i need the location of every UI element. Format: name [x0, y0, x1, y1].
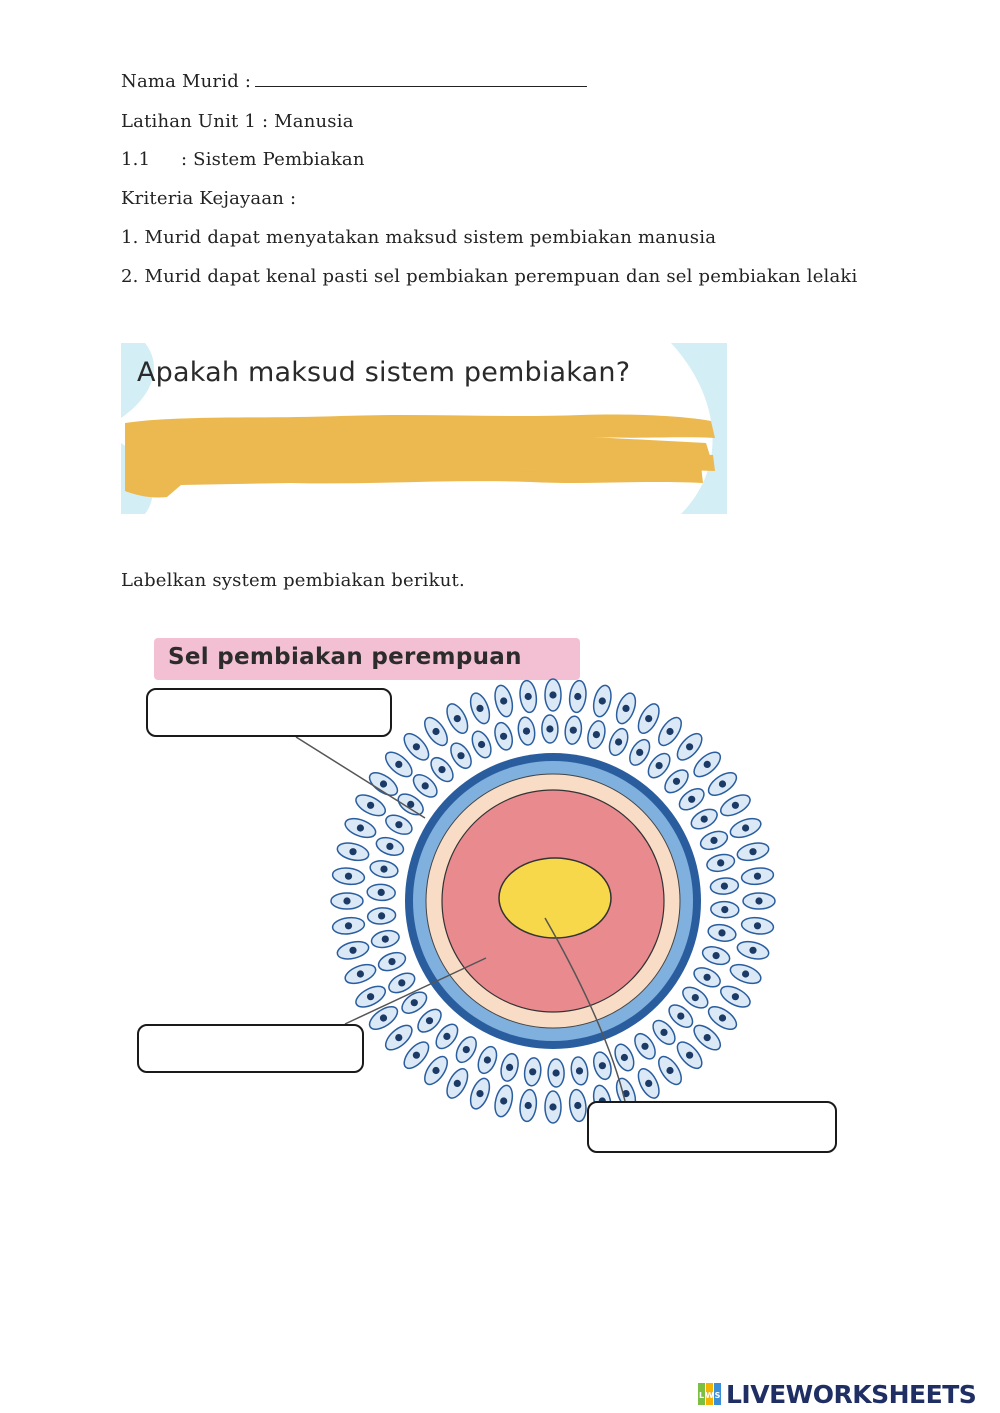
corona-cell-nucleus — [380, 780, 387, 787]
brand-footer — [697, 1380, 976, 1408]
corona-cell-nucleus — [615, 738, 622, 745]
corona-cell-nucleus — [749, 947, 756, 954]
corona-cell-nucleus — [754, 873, 761, 880]
corona-cell-nucleus — [656, 762, 663, 769]
corona-cell-nucleus — [570, 727, 577, 734]
corona-cell-nucleus — [636, 749, 643, 756]
corona-cell-nucleus — [380, 866, 387, 873]
corona-cell-nucleus — [500, 733, 507, 740]
corona-cell-nucleus — [622, 705, 629, 712]
corona-cell-nucleus — [645, 715, 652, 722]
corona-cell-nucleus — [754, 922, 761, 929]
nucleus — [499, 858, 611, 938]
corona-cell-nucleus — [382, 936, 389, 943]
logo-letter-s: S — [714, 1391, 721, 1400]
corona-cell-nucleus — [718, 929, 725, 936]
corona-cell-nucleus — [692, 994, 699, 1001]
corona-cell-nucleus — [749, 848, 756, 855]
corona-cell-nucleus — [438, 766, 445, 773]
corona-cell-nucleus — [395, 821, 402, 828]
corona-cell-nucleus — [701, 816, 708, 823]
criteria-item-1: 1. Murid dapat menyatakan maksud sistem pembiakan manusia — [121, 227, 717, 248]
corona-cell-nucleus — [549, 1103, 556, 1110]
corona-cell-nucleus — [666, 1067, 673, 1074]
corona-cell-nucleus — [463, 1046, 470, 1053]
label-input-3[interactable] — [589, 1103, 835, 1151]
corona-cell-nucleus — [411, 999, 418, 1006]
corona-cell-nucleus — [704, 974, 711, 981]
corona-cell-nucleus — [523, 728, 530, 735]
corona-cell-nucleus — [742, 970, 749, 977]
corona-cell-nucleus — [476, 705, 483, 712]
instruction-text: Labelkan system pembiakan berikut. — [121, 570, 465, 591]
corona-cell-nucleus — [357, 824, 364, 831]
corona-cell-nucleus — [599, 697, 606, 704]
corona-cell-nucleus — [476, 1090, 483, 1097]
corona-cell-nucleus — [388, 958, 395, 965]
label-input-2[interactable] — [139, 1026, 362, 1071]
corona-cell-nucleus — [432, 728, 439, 735]
section-number: 1.1 — [121, 149, 151, 170]
corona-cell-nucleus — [413, 1052, 420, 1059]
label-box-cytoplasm[interactable] — [137, 1024, 364, 1073]
label-box-nucleus[interactable] — [587, 1101, 837, 1153]
corona-cell-nucleus — [704, 761, 711, 768]
logo-letter-w: W — [705, 1391, 714, 1400]
corona-cell-nucleus — [710, 837, 717, 844]
corona-cell-nucleus — [732, 993, 739, 1000]
corona-cell-nucleus — [500, 1097, 507, 1104]
corona-cell-nucleus — [395, 761, 402, 768]
diagram-title-text: Sel pembiakan perempuan — [168, 644, 522, 670]
corona-cell-nucleus — [484, 1056, 491, 1063]
corona-cell-nucleus — [641, 1043, 648, 1050]
corona-cell-nucleus — [395, 1034, 402, 1041]
corona-cell-nucleus — [713, 952, 720, 959]
corona-cell-nucleus — [688, 796, 695, 803]
corona-cell-nucleus — [529, 1068, 536, 1075]
label-input-1[interactable] — [148, 690, 390, 735]
corona-cell-nucleus — [742, 824, 749, 831]
corona-cell-nucleus — [621, 1054, 628, 1061]
logo-letter-l: L — [698, 1391, 705, 1400]
corona-cell-nucleus — [721, 906, 728, 913]
corona-cell-nucleus — [704, 1034, 711, 1041]
corona-cell-nucleus — [593, 731, 600, 738]
corona-cell-nucleus — [422, 782, 429, 789]
corona-cell-nucleus — [349, 848, 356, 855]
corona-cell-nucleus — [686, 743, 693, 750]
student-name-label: Nama Murid : — [121, 71, 252, 92]
corona-cell-nucleus — [426, 1017, 433, 1024]
corona-cell-nucleus — [378, 889, 385, 896]
corona-cell-nucleus — [721, 883, 728, 890]
corona-cell-nucleus — [732, 802, 739, 809]
liveworksheets-logo-icon — [697, 1381, 723, 1407]
corona-cell-nucleus — [378, 912, 385, 919]
corona-cell-nucleus — [398, 979, 405, 986]
corona-cell-nucleus — [660, 1029, 667, 1036]
brand-name: LIVEWORKSHEETS — [726, 1379, 977, 1409]
corona-cell-nucleus — [717, 859, 724, 866]
corona-cell-nucleus — [443, 1033, 450, 1040]
corona-cell-nucleus — [349, 947, 356, 954]
corona-cell-nucleus — [367, 993, 374, 1000]
corona-cell-nucleus — [645, 1080, 652, 1087]
corona-cell-nucleus — [457, 752, 464, 759]
corona-cell-nucleus — [413, 743, 420, 750]
corona-cell-nucleus — [454, 715, 461, 722]
corona-cell-nucleus — [549, 691, 556, 698]
corona-cell-nucleus — [599, 1062, 606, 1069]
corona-cell-nucleus — [677, 1013, 684, 1020]
label-box-outer-layer[interactable] — [146, 688, 392, 737]
corona-cell-nucleus — [553, 1069, 560, 1076]
section-title: : Sistem Pembiakan — [181, 149, 365, 170]
corona-cell-nucleus — [666, 728, 673, 735]
corona-cell-nucleus — [500, 697, 507, 704]
corona-cell-nucleus — [574, 1102, 581, 1109]
question-text: Apakah maksud sistem pembiakan? — [137, 357, 631, 388]
corona-cell-nucleus — [380, 1014, 387, 1021]
corona-cell-nucleus — [673, 778, 680, 785]
corona-cell-nucleus — [454, 1080, 461, 1087]
corona-cell-nucleus — [386, 843, 393, 850]
corona-cell-nucleus — [719, 780, 726, 787]
corona-cell-nucleus — [576, 1067, 583, 1074]
corona-cell-nucleus — [525, 1102, 532, 1109]
corona-cell-nucleus — [525, 693, 532, 700]
corona-cell-nucleus — [755, 897, 762, 904]
corona-cell-nucleus — [546, 725, 553, 732]
corona-cell-nucleus — [345, 873, 352, 880]
corona-cell-nucleus — [574, 693, 581, 700]
corona-cell-nucleus — [478, 741, 485, 748]
corona-cell-nucleus — [686, 1052, 693, 1059]
criteria-heading: Kriteria Kejayaan : — [121, 188, 297, 209]
criteria-item-2: 2. Murid dapat kenal pasti sel pembiakan perempuan dan sel pembiakan lelaki — [121, 266, 858, 287]
corona-cell-nucleus — [343, 897, 350, 904]
corona-cell-nucleus — [345, 922, 352, 929]
corona-cell-nucleus — [506, 1064, 513, 1071]
corona-cell-nucleus — [719, 1014, 726, 1021]
corona-cell-nucleus — [367, 802, 374, 809]
unit-title: Latihan Unit 1 : Manusia — [121, 111, 354, 132]
corona-cell-nucleus — [432, 1067, 439, 1074]
corona-cell-nucleus — [357, 970, 364, 977]
